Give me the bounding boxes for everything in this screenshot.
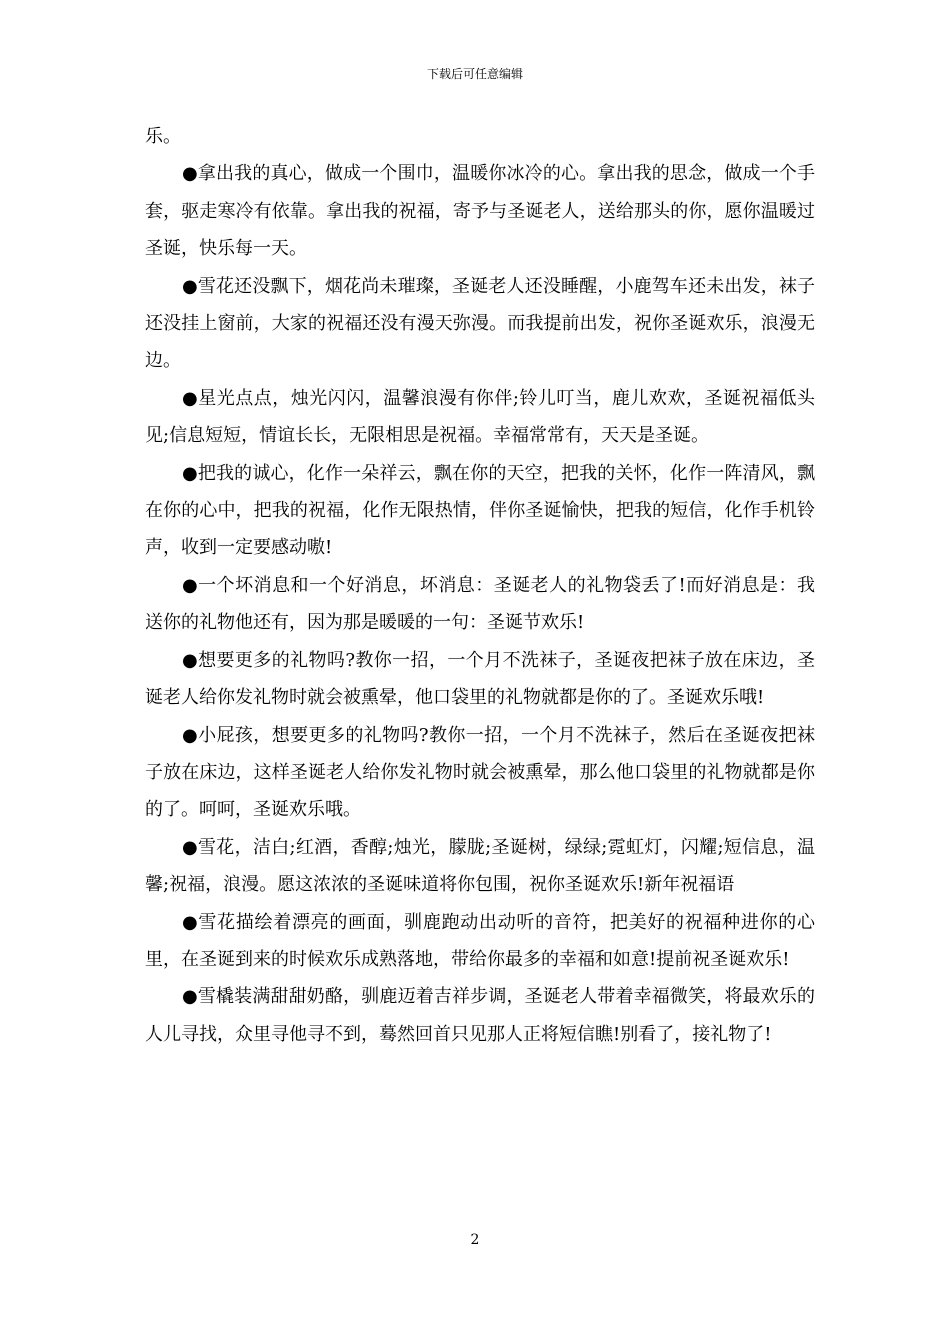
paragraph: ●小屁孩，想要更多的礼物吗?教你一招，一个月不洗袜子，然后在圣诞夜把袜子放在床边，这样圣诞老人给你发礼物时就会被熏晕，那么他口袋里的礼物就都是你的了。呵呵，圣诞欢乐哦。 <box>145 724 815 821</box>
paragraph: ●雪花，洁白;红酒，香醇;烛光，朦胧;圣诞树，绿绿;霓虹灯，闪耀;短信息，温馨;祝福，浪漫。愿这浓浓的圣诞味道将你包围，祝你圣诞欢乐!新年祝福语 <box>145 836 815 896</box>
paragraph: ●想要更多的礼物吗?教你一招，一个月不洗袜子，圣诞夜把袜子放在床边，圣诞老人给你发礼物时就会被熏晕，他口袋里的礼物就都是你的了。圣诞欢乐哦! <box>145 649 815 709</box>
document-body <box>145 118 815 1053</box>
paragraph-continuation: 乐。 <box>145 126 181 147</box>
paragraph: ●星光点点，烛光闪闪，温馨浪漫有你伴;铃儿叮当，鹿儿欢欢，圣诞祝福低头见;信息短短，情谊长长，无限相思是祝福。幸福常常有，天天是圣诞。 <box>145 387 815 447</box>
paragraph: ●一个坏消息和一个好消息，坏消息：圣诞老人的礼物袋丢了!而好消息是：我送你的礼物他还有，因为那是暖暖的一句：圣诞节欢乐! <box>145 574 815 634</box>
paragraph: ●雪花描绘着漂亮的画面，驯鹿跑动出动听的音符，把美好的祝福种进你的心里，在圣诞到来的时候欢乐成熟落地，带给你最多的幸福和如意!提前祝圣诞欢乐! <box>145 911 815 970</box>
paragraph: ●雪橇装满甜甜奶酪，驯鹿迈着吉祥步调，圣诞老人带着幸福微笑，将最欢乐的人儿寻找，众里寻他寻不到，蓦然回首只见那人正将短信瞧!别看了，接礼物了! <box>145 986 815 1045</box>
paragraph: ●把我的诚心，化作一朵祥云，飘在你的天空，把我的关怀，化作一阵清风，飘在你的心中，把我的祝福，化作无限热情，伴你圣诞愉快，把我的短信，化作手机铃声，收到一定要感动嗷! <box>145 462 815 559</box>
page-header: 下载后可任意编辑 <box>426 67 523 81</box>
paragraph: ●拿出我的真心，做成一个围巾，温暖你冰冷的心。拿出我的思念，做成一个手套，驱走寒冷有依靠。拿出我的祝福，寄予与圣诞老人，送给那头的你，愿你温暖过圣诞，快乐每一天。 <box>145 163 815 260</box>
paragraph: ●雪花还没飘下，烟花尚未璀璨，圣诞老人还没睡醒，小鹿驾车还未出发，袜子还没挂上窗前，大家的祝福还没有漫天弥漫。而我提前出发，祝你圣诞欢乐，浪漫无边。 <box>145 275 815 372</box>
page-number: 2 <box>470 1232 480 1248</box>
